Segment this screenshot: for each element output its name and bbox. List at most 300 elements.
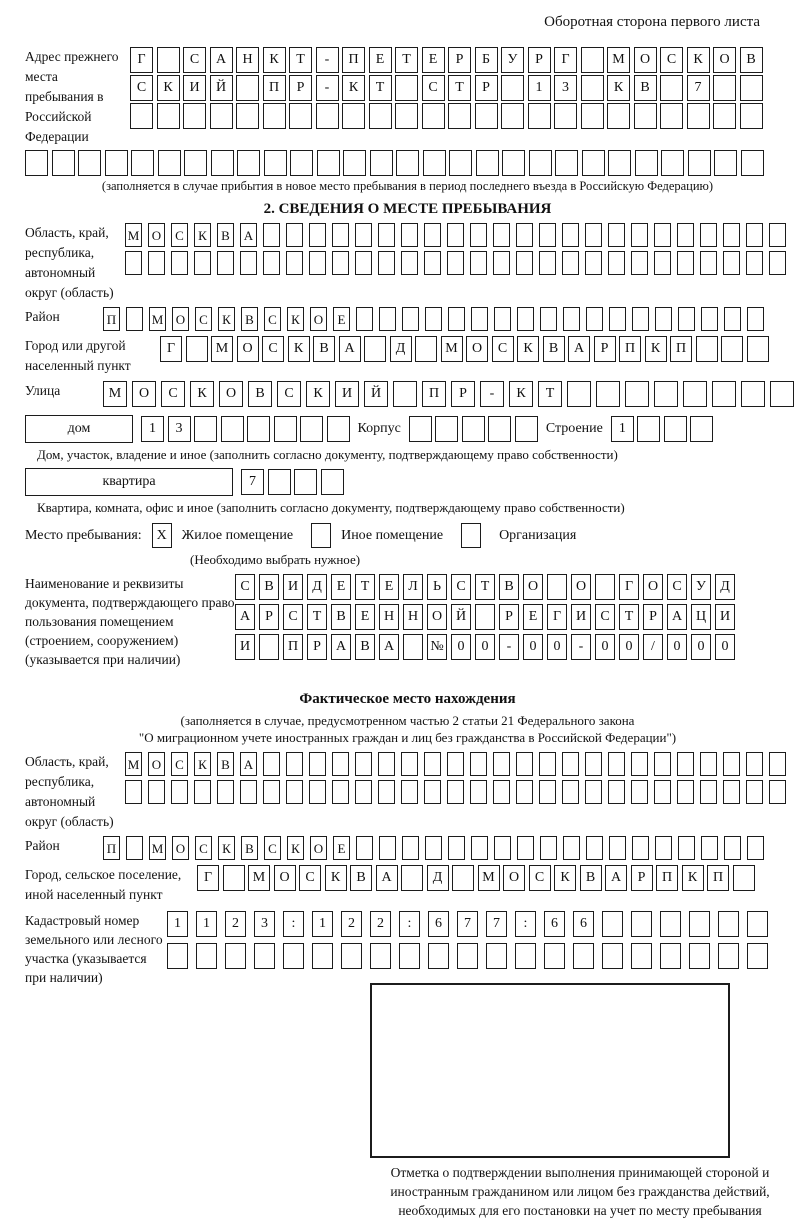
char-box[interactable] <box>286 752 303 776</box>
char-box[interactable] <box>355 223 372 247</box>
char-box[interactable] <box>586 836 603 860</box>
char-box[interactable]: М <box>248 865 270 891</box>
char-box[interactable]: № <box>427 634 447 660</box>
char-box[interactable] <box>415 336 437 362</box>
char-box[interactable] <box>447 780 464 804</box>
char-box[interactable] <box>608 251 625 275</box>
char-box[interactable] <box>223 865 245 891</box>
char-box[interactable] <box>516 752 533 776</box>
char-box[interactable] <box>457 943 478 969</box>
char-box[interactable] <box>370 150 393 176</box>
char-box[interactable]: Р <box>594 336 616 362</box>
char-box[interactable]: 7 <box>241 469 264 495</box>
char-box[interactable] <box>563 836 580 860</box>
char-box[interactable] <box>547 574 567 600</box>
char-box[interactable] <box>660 75 683 101</box>
char-box[interactable] <box>631 251 648 275</box>
char-box[interactable]: В <box>543 336 565 362</box>
char-box[interactable] <box>131 150 154 176</box>
char-box[interactable] <box>701 836 718 860</box>
char-box[interactable] <box>309 223 326 247</box>
char-box[interactable] <box>263 103 286 129</box>
char-box[interactable] <box>585 780 602 804</box>
char-box[interactable]: М <box>478 865 500 891</box>
char-box[interactable]: 0 <box>667 634 687 660</box>
char-box[interactable] <box>300 416 323 442</box>
char-box[interactable]: О <box>237 336 259 362</box>
char-box[interactable]: 2 <box>225 911 246 937</box>
char-box[interactable] <box>689 911 710 937</box>
char-box[interactable] <box>660 943 681 969</box>
char-box[interactable]: 2 <box>341 911 362 937</box>
char-box[interactable] <box>581 47 604 73</box>
char-box[interactable] <box>286 251 303 275</box>
char-box[interactable] <box>321 469 344 495</box>
char-box[interactable]: - <box>499 634 519 660</box>
char-box[interactable]: / <box>643 634 663 660</box>
char-box[interactable]: 1 <box>167 911 188 937</box>
char-box[interactable]: Т <box>448 75 471 101</box>
char-box[interactable] <box>517 836 534 860</box>
char-box[interactable]: П <box>619 336 641 362</box>
char-box[interactable] <box>378 251 395 275</box>
char-box[interactable]: Д <box>427 865 449 891</box>
char-box[interactable]: Ь <box>427 574 447 600</box>
char-box[interactable]: Е <box>523 604 543 630</box>
char-box[interactable] <box>713 103 736 129</box>
char-box[interactable] <box>689 943 710 969</box>
char-box[interactable]: С <box>667 574 687 600</box>
char-box[interactable]: В <box>217 223 234 247</box>
char-box[interactable]: О <box>523 574 543 600</box>
char-box[interactable] <box>634 103 657 129</box>
char-box[interactable] <box>425 836 442 860</box>
char-box[interactable] <box>393 381 417 407</box>
char-box[interactable] <box>770 381 794 407</box>
char-box[interactable]: Е <box>333 836 350 860</box>
char-box[interactable]: П <box>656 865 678 891</box>
char-box[interactable] <box>493 780 510 804</box>
char-box[interactable] <box>724 836 741 860</box>
char-box[interactable] <box>654 251 671 275</box>
char-box[interactable] <box>678 307 695 331</box>
char-box[interactable] <box>470 223 487 247</box>
char-box[interactable]: В <box>350 865 372 891</box>
char-box[interactable] <box>602 943 623 969</box>
char-box[interactable]: 6 <box>573 911 594 937</box>
char-box[interactable]: С <box>183 47 206 73</box>
char-box[interactable] <box>696 336 718 362</box>
char-box[interactable] <box>718 943 739 969</box>
char-box[interactable] <box>528 103 551 129</box>
char-box[interactable]: К <box>194 223 211 247</box>
char-box[interactable]: 0 <box>475 634 495 660</box>
char-box[interactable]: К <box>218 307 235 331</box>
char-box[interactable]: С <box>171 223 188 247</box>
char-box[interactable] <box>355 251 372 275</box>
char-box[interactable] <box>562 752 579 776</box>
char-box[interactable] <box>240 780 257 804</box>
char-box[interactable]: К <box>306 381 330 407</box>
char-box[interactable]: О <box>219 381 243 407</box>
char-box[interactable]: 1 <box>141 416 164 442</box>
char-box[interactable] <box>516 223 533 247</box>
char-box[interactable] <box>290 150 313 176</box>
char-box[interactable] <box>402 836 419 860</box>
char-box[interactable]: О <box>643 574 663 600</box>
char-box[interactable] <box>217 780 234 804</box>
char-box[interactable] <box>585 251 602 275</box>
char-box[interactable]: К <box>287 836 304 860</box>
char-box[interactable]: В <box>241 836 258 860</box>
char-box[interactable] <box>746 223 763 247</box>
char-box[interactable]: Е <box>333 307 350 331</box>
char-box[interactable] <box>309 752 326 776</box>
char-box[interactable]: И <box>183 75 206 101</box>
char-box[interactable] <box>608 223 625 247</box>
char-box[interactable]: 2 <box>370 911 391 937</box>
char-box[interactable]: 1 <box>611 416 634 442</box>
char-box[interactable]: Т <box>369 75 392 101</box>
char-box[interactable] <box>567 381 591 407</box>
char-box[interactable] <box>746 780 763 804</box>
char-box[interactable]: С <box>492 336 514 362</box>
char-box[interactable] <box>425 307 442 331</box>
char-box[interactable] <box>309 780 326 804</box>
char-box[interactable] <box>661 150 684 176</box>
char-box[interactable]: 0 <box>595 634 615 660</box>
char-box[interactable]: Д <box>307 574 327 600</box>
char-box[interactable]: А <box>240 223 257 247</box>
char-box[interactable] <box>769 752 786 776</box>
char-box[interactable]: В <box>740 47 763 73</box>
char-box[interactable] <box>309 251 326 275</box>
char-box[interactable] <box>562 251 579 275</box>
char-box[interactable] <box>631 752 648 776</box>
char-box[interactable] <box>631 223 648 247</box>
char-box[interactable]: - <box>480 381 504 407</box>
char-box[interactable] <box>664 416 687 442</box>
char-box[interactable] <box>52 150 75 176</box>
char-box[interactable] <box>654 752 671 776</box>
char-box[interactable]: Е <box>379 574 399 600</box>
char-box[interactable] <box>701 307 718 331</box>
char-box[interactable]: К <box>218 836 235 860</box>
char-box[interactable]: Т <box>307 604 327 630</box>
char-box[interactable]: 1 <box>312 911 333 937</box>
char-box[interactable] <box>747 911 768 937</box>
char-box[interactable]: М <box>149 836 166 860</box>
char-box[interactable]: Т <box>538 381 562 407</box>
char-box[interactable]: 1 <box>196 911 217 937</box>
char-box[interactable]: Р <box>307 634 327 660</box>
char-box[interactable] <box>423 150 446 176</box>
char-box[interactable] <box>401 223 418 247</box>
char-box[interactable]: С <box>277 381 301 407</box>
char-box[interactable] <box>342 103 365 129</box>
char-box[interactable] <box>747 336 769 362</box>
char-box[interactable] <box>581 75 604 101</box>
char-box[interactable] <box>105 150 128 176</box>
char-box[interactable]: - <box>571 634 591 660</box>
char-box[interactable]: 3 <box>168 416 191 442</box>
char-box[interactable]: О <box>132 381 156 407</box>
char-box[interactable] <box>769 251 786 275</box>
char-box[interactable] <box>356 836 373 860</box>
char-box[interactable]: К <box>554 865 576 891</box>
char-box[interactable]: П <box>103 836 120 860</box>
char-box[interactable] <box>402 307 419 331</box>
char-box[interactable] <box>286 780 303 804</box>
char-box[interactable] <box>263 223 280 247</box>
char-box[interactable]: Р <box>451 381 475 407</box>
char-box[interactable]: Н <box>403 604 423 630</box>
char-box[interactable] <box>700 223 717 247</box>
char-box[interactable] <box>470 752 487 776</box>
char-box[interactable]: А <box>379 634 399 660</box>
char-box[interactable] <box>126 836 143 860</box>
char-box[interactable] <box>470 251 487 275</box>
char-box[interactable] <box>449 150 472 176</box>
char-box[interactable] <box>369 103 392 129</box>
char-box[interactable] <box>563 307 580 331</box>
char-box[interactable] <box>631 911 652 937</box>
char-box[interactable]: О <box>172 307 189 331</box>
char-box[interactable] <box>448 836 465 860</box>
char-box[interactable] <box>283 943 304 969</box>
char-box[interactable] <box>585 752 602 776</box>
char-box[interactable] <box>700 251 717 275</box>
char-box[interactable]: О <box>172 836 189 860</box>
char-box[interactable]: С <box>595 604 615 630</box>
char-box[interactable]: В <box>248 381 272 407</box>
char-box[interactable]: Й <box>210 75 233 101</box>
char-box[interactable] <box>364 336 386 362</box>
char-box[interactable] <box>184 150 207 176</box>
char-box[interactable] <box>608 780 625 804</box>
char-box[interactable]: Л <box>403 574 423 600</box>
char-box[interactable] <box>515 416 538 442</box>
char-box[interactable] <box>714 150 737 176</box>
char-box[interactable]: И <box>235 634 255 660</box>
char-box[interactable] <box>493 251 510 275</box>
char-box[interactable]: В <box>313 336 335 362</box>
char-box[interactable] <box>263 251 280 275</box>
char-box[interactable]: П <box>263 75 286 101</box>
char-box[interactable]: Б <box>475 47 498 73</box>
char-box[interactable] <box>688 150 711 176</box>
char-box[interactable] <box>625 381 649 407</box>
char-box[interactable] <box>194 780 211 804</box>
char-box[interactable] <box>448 307 465 331</box>
char-box[interactable] <box>493 223 510 247</box>
char-box[interactable]: О <box>310 836 327 860</box>
char-box[interactable]: С <box>264 836 281 860</box>
char-box[interactable]: А <box>331 634 351 660</box>
checkbox-other-premises[interactable] <box>311 523 331 548</box>
char-box[interactable]: М <box>125 223 142 247</box>
char-box[interactable] <box>562 780 579 804</box>
char-box[interactable] <box>529 150 552 176</box>
char-box[interactable]: В <box>634 75 657 101</box>
char-box[interactable] <box>769 780 786 804</box>
char-box[interactable] <box>401 752 418 776</box>
char-box[interactable]: Е <box>422 47 445 73</box>
char-box[interactable] <box>25 150 48 176</box>
char-box[interactable]: М <box>441 336 463 362</box>
char-box[interactable]: 0 <box>523 634 543 660</box>
char-box[interactable]: Р <box>499 604 519 630</box>
char-box[interactable] <box>332 251 349 275</box>
char-box[interactable] <box>130 103 153 129</box>
char-box[interactable]: Д <box>390 336 412 362</box>
char-box[interactable] <box>428 943 449 969</box>
char-box[interactable] <box>424 251 441 275</box>
apartment-type-box[interactable]: квартира <box>25 468 233 496</box>
char-box[interactable] <box>343 150 366 176</box>
char-box[interactable]: С <box>299 865 321 891</box>
char-box[interactable] <box>196 943 217 969</box>
char-box[interactable]: П <box>283 634 303 660</box>
char-box[interactable] <box>332 780 349 804</box>
char-box[interactable]: С <box>264 307 281 331</box>
char-box[interactable]: 0 <box>547 634 567 660</box>
char-box[interactable]: Е <box>331 574 351 600</box>
char-box[interactable] <box>476 150 499 176</box>
char-box[interactable]: К <box>517 336 539 362</box>
char-box[interactable]: М <box>211 336 233 362</box>
char-box[interactable] <box>746 251 763 275</box>
char-box[interactable]: К <box>287 307 304 331</box>
char-box[interactable] <box>356 307 373 331</box>
char-box[interactable] <box>210 103 233 129</box>
char-box[interactable]: О <box>503 865 525 891</box>
char-box[interactable]: Ц <box>691 604 711 630</box>
char-box[interactable]: 7 <box>486 911 507 937</box>
char-box[interactable] <box>167 943 188 969</box>
char-box[interactable]: В <box>331 604 351 630</box>
char-box[interactable]: - <box>316 47 339 73</box>
char-box[interactable]: С <box>171 752 188 776</box>
char-box[interactable] <box>724 307 741 331</box>
char-box[interactable]: А <box>568 336 590 362</box>
char-box[interactable] <box>274 416 297 442</box>
char-box[interactable] <box>395 75 418 101</box>
char-box[interactable]: Е <box>369 47 392 73</box>
char-box[interactable]: О <box>148 752 165 776</box>
char-box[interactable] <box>502 150 525 176</box>
char-box[interactable]: Г <box>547 604 567 630</box>
char-box[interactable]: И <box>283 574 303 600</box>
char-box[interactable]: : <box>283 911 304 937</box>
char-box[interactable]: М <box>103 381 127 407</box>
house-type-box[interactable]: дом <box>25 415 133 443</box>
char-box[interactable]: К <box>342 75 365 101</box>
char-box[interactable] <box>501 103 524 129</box>
char-box[interactable] <box>712 381 736 407</box>
char-box[interactable] <box>769 223 786 247</box>
char-box[interactable]: 0 <box>715 634 735 660</box>
char-box[interactable]: А <box>235 604 255 630</box>
char-box[interactable]: К <box>607 75 630 101</box>
char-box[interactable]: 0 <box>691 634 711 660</box>
char-box[interactable] <box>171 251 188 275</box>
char-box[interactable] <box>447 752 464 776</box>
char-box[interactable] <box>379 836 396 860</box>
char-box[interactable] <box>486 943 507 969</box>
char-box[interactable] <box>183 103 206 129</box>
char-box[interactable]: А <box>667 604 687 630</box>
char-box[interactable]: К <box>263 47 286 73</box>
char-box[interactable]: Г <box>130 47 153 73</box>
char-box[interactable]: К <box>325 865 347 891</box>
char-box[interactable] <box>718 911 739 937</box>
char-box[interactable] <box>573 943 594 969</box>
char-box[interactable] <box>494 307 511 331</box>
char-box[interactable]: Й <box>451 604 471 630</box>
char-box[interactable] <box>289 103 312 129</box>
char-box[interactable]: В <box>217 752 234 776</box>
char-box[interactable] <box>632 307 649 331</box>
char-box[interactable] <box>700 780 717 804</box>
char-box[interactable]: С <box>529 865 551 891</box>
char-box[interactable] <box>268 469 291 495</box>
char-box[interactable]: Р <box>259 604 279 630</box>
char-box[interactable] <box>452 865 474 891</box>
char-box[interactable]: Г <box>197 865 219 891</box>
char-box[interactable]: О <box>427 604 447 630</box>
char-box[interactable] <box>595 574 615 600</box>
char-box[interactable]: С <box>283 604 303 630</box>
char-box[interactable] <box>237 150 260 176</box>
char-box[interactable] <box>677 780 694 804</box>
char-box[interactable]: : <box>515 911 536 937</box>
char-box[interactable] <box>632 836 649 860</box>
char-box[interactable] <box>723 752 740 776</box>
char-box[interactable]: 6 <box>544 911 565 937</box>
char-box[interactable] <box>554 103 577 129</box>
char-box[interactable] <box>225 943 246 969</box>
char-box[interactable] <box>721 336 743 362</box>
char-box[interactable]: 3 <box>254 911 275 937</box>
char-box[interactable] <box>396 150 419 176</box>
char-box[interactable]: Г <box>554 47 577 73</box>
char-box[interactable] <box>654 381 678 407</box>
char-box[interactable] <box>236 103 259 129</box>
char-box[interactable]: М <box>125 752 142 776</box>
char-box[interactable]: У <box>501 47 524 73</box>
char-box[interactable]: 6 <box>428 911 449 937</box>
char-box[interactable] <box>723 251 740 275</box>
char-box[interactable] <box>332 752 349 776</box>
char-box[interactable] <box>171 780 188 804</box>
char-box[interactable] <box>221 416 244 442</box>
char-box[interactable] <box>125 251 142 275</box>
char-box[interactable] <box>294 469 317 495</box>
char-box[interactable]: О <box>310 307 327 331</box>
char-box[interactable] <box>125 780 142 804</box>
char-box[interactable]: 7 <box>687 75 710 101</box>
char-box[interactable] <box>747 307 764 331</box>
char-box[interactable] <box>677 251 694 275</box>
char-box[interactable]: Р <box>448 47 471 73</box>
char-box[interactable]: Т <box>289 47 312 73</box>
char-box[interactable]: Н <box>379 604 399 630</box>
char-box[interactable] <box>263 752 280 776</box>
char-box[interactable] <box>655 836 672 860</box>
char-box[interactable] <box>378 223 395 247</box>
char-box[interactable] <box>447 223 464 247</box>
